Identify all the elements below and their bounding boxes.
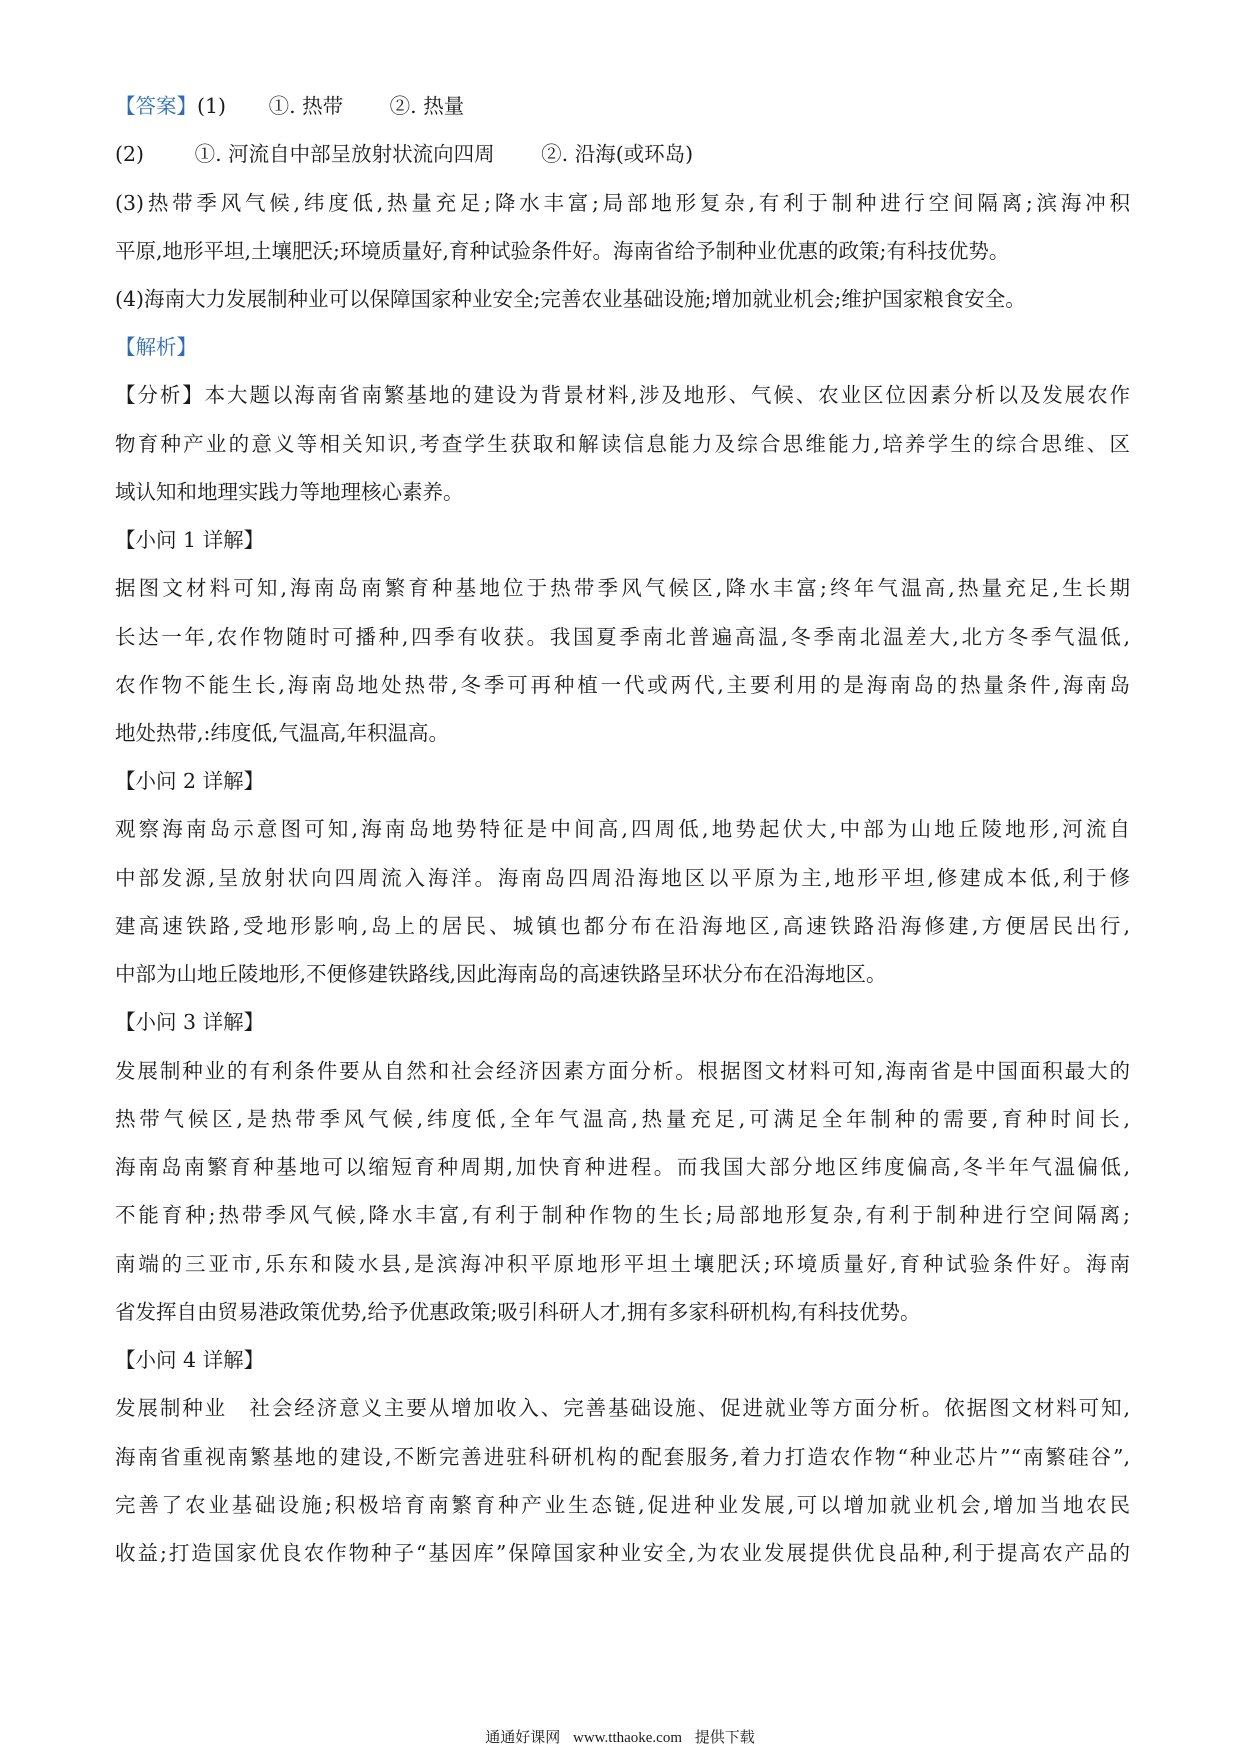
section-1-heading: 【小问 1 详解】 [115,528,265,552]
section-2-line: 中部为山地丘陵地形,不便修建铁路线,因此海南岛的高速铁路呈环状分布在沿海地区。 [115,962,887,986]
answer-q1-number: (1) [197,94,227,118]
section-3-line: 发展制种业的有利条件要从自然和社会经济因素方面分析。根据图文材料可知,海南省是中国面积最大的 [115,1059,1130,1083]
section-3-heading: 【小问 3 详解】 [115,1010,265,1034]
answer-q2-part-b: ②. 沿海(或环岛) [541,142,694,166]
answer-q4: (4)海南大力发展制种业可以保障国家种业安全;完善农业基础设施;增加就业机会;维护国家粮食安全。 [115,287,1026,311]
analysis-summary-line-1: 【分析】本大题以海南省南繁基地的建设为背景材料,涉及地形、气候、农业区位因素分析以及发展农作 [115,383,1130,407]
page-footer [0,1726,1240,1747]
section-2-line: 建高速铁路,受地形影响,岛上的居民、城镇也都分布在沿海地区,高速铁路沿海修建,方便居民出行, [115,914,1130,938]
answer-q1-part-a: ①. 热带 [268,94,344,118]
footer-download-text: 提供下载 [694,1728,755,1746]
analysis-summary-line-3: 域认知和地理实践力等地理核心素养。 [115,480,464,504]
section-3-line: 热带气候区,是热带季风气候,纬度低,全年气温高,热量充足,可满足全年制种的需要,育种时间长, [115,1107,1130,1131]
section-2-line: 观察海南岛示意图可知,海南岛地势特征是中间高,四周低,地势起伏大,中部为山地丘陵地形,河流自 [115,817,1130,841]
answer-q2-part-a: ①. 河流自中部呈放射状流向四周 [194,142,495,166]
section-3-line: 不能育种;热带季风气候,降水丰富,有利于制种作物的生长;局部地形复杂,有利于制种进行空间隔离; [115,1203,1130,1227]
section-4-line: 完善了农业基础设施;积极培育南繁育种产业生态链,促进种业发展,可以增加就业机会,增加当地农民 [115,1493,1130,1517]
section-3-line: 南端的三亚市,乐东和陵水县,是滨海冲积平原地形平坦土壤肥沃;环境质量好,育种试验条件好。海南 [115,1252,1130,1276]
section-4-line: 发展制种业 社会经济意义主要从增加收入、完善基础设施、促进就业等方面分析。依据图文材料可知, [115,1396,1130,1420]
answer-q2-number: (2) [115,142,145,166]
section-1-line: 农作物不能生长,海南岛地处热带,冬季可再种植一代或两代,主要利用的是海南岛的热量条件,海南岛 [115,673,1130,697]
answer-q1 [115,92,1130,120]
footer-site-name: 通通好课网 [485,1728,561,1746]
section-1-line: 地处热带,:纬度低,气温高,年积温高。 [115,721,449,745]
footer-url-link[interactable]: www.tthaoke.com [573,1730,682,1746]
answer-q2 [115,140,1130,168]
section-2-heading: 【小问 2 详解】 [115,769,265,793]
section-1-line: 长达一年,农作物随时可播种,四季有收获。我国夏季南北普遍高温,冬季南北温差大,北方冬季气温低, [115,625,1130,649]
section-3-line: 省发挥自由贸易港政策优势,给予优惠政策;吸引科研人才,拥有多家科研机构,有科技优势。 [115,1300,921,1324]
section-4-heading: 【小问 4 详解】 [115,1348,265,1372]
analysis-summary-line-2: 物育种产业的意义等相关知识,考查学生获取和解读信息能力及综合思维能力,培养学生的综合思维、区 [115,432,1130,456]
answer-q1-part-b: ②. 热量 [389,94,465,118]
answer-q3-line-2: 平原,地形平坦,土壤肥沃;环境质量好,育种试验条件好。海南省给予制种业优惠的政策;有科技优势。 [115,239,1010,263]
answer-tag: 【答案】 [115,94,197,118]
section-4-line: 收益;打造国家优良农作物种子“基因库”保障国家种业安全,为农业发展提供优良品种,利于提高农产品的 [115,1541,1130,1565]
section-4-line: 海南省重视南繁基地的建设,不断完善进驻科研机构的配套服务,着力打造农作物“种业芯片”“南繁硅谷”, [115,1445,1130,1469]
analysis-tag: 【解析】 [115,335,197,359]
section-2-line: 中部发源,呈放射状向四周流入海洋。海南岛四周沿海地区以平原为主,地形平坦,修建成本低,利于修 [115,866,1130,890]
section-1-line: 据图文材料可知,海南岛南繁育种基地位于热带季风气候区,降水丰富;终年气温高,热量充足,生长期 [115,576,1130,600]
answer-q3-line-1: (3)热带季风气候,纬度低,热量充足;降水丰富;局部地形复杂,有利于制种进行空间隔离;滨海冲积 [115,191,1130,215]
section-3-line: 海南岛南繁育种基地可以缩短育种周期,加快育种进程。而我国大部分地区纬度偏高,冬半年气温偏低, [115,1155,1130,1179]
